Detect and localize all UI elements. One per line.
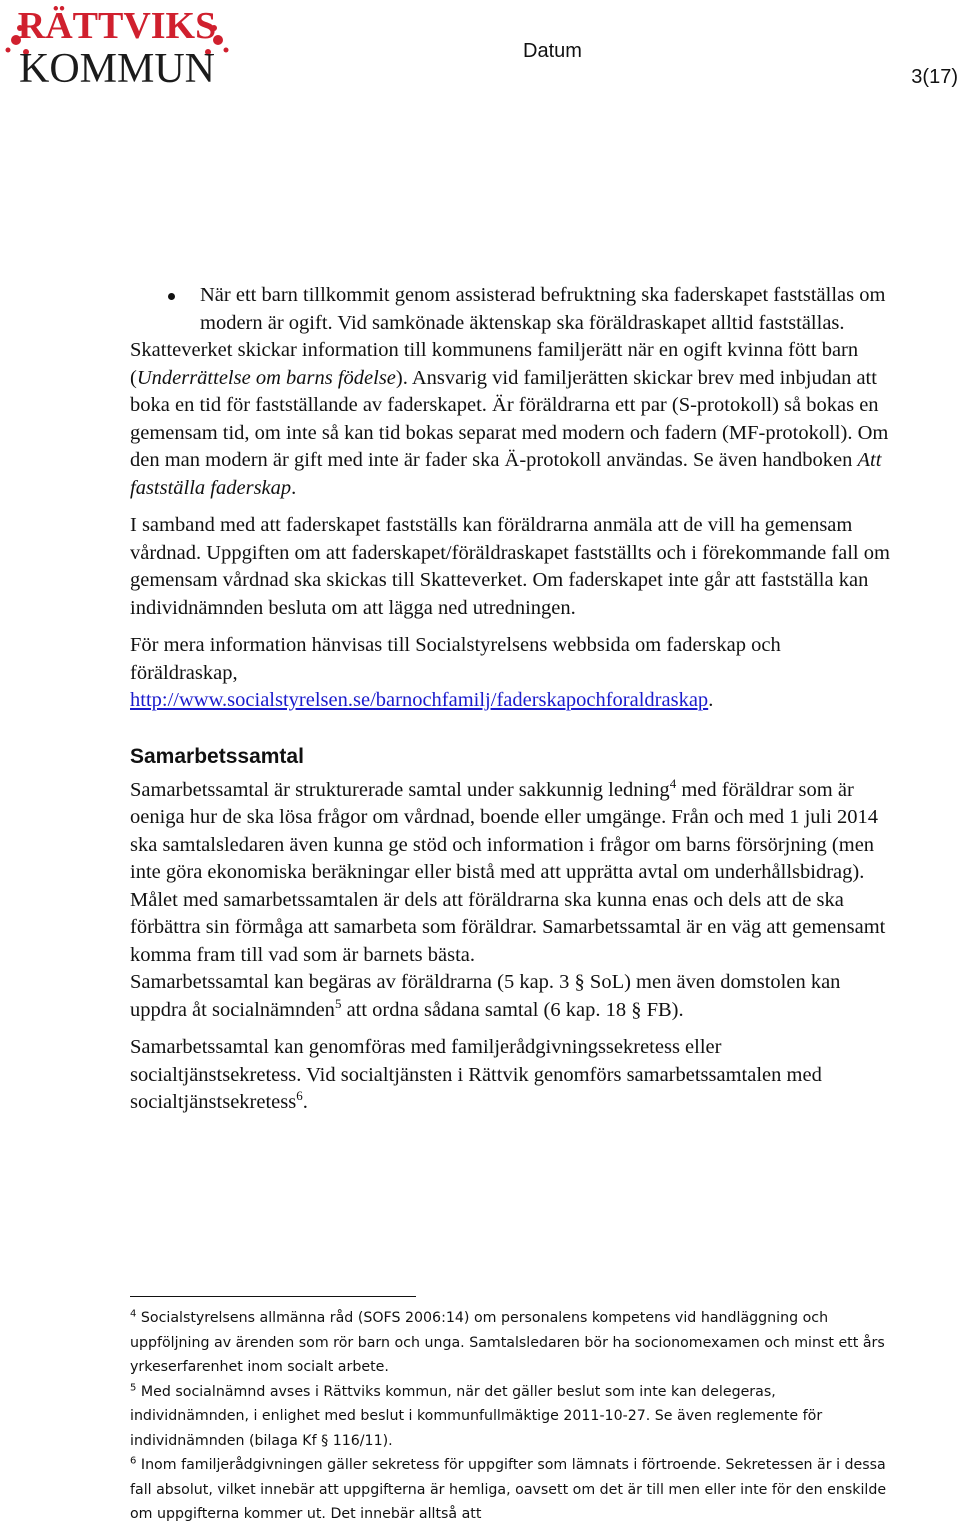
bullet-item	[130, 282, 890, 337]
footnote-4: $^4$ Socialstyrelsens allmänna råd (SOFS 2006:14) om personalens kompetens vid handläggning och uppföljning av ärenden som rör barn och unga. Samtalsledaren bör ha socionomexamen och minst ett års yrkeserfarenhet inom socialt arbete.	[130, 1308, 885, 1375]
page-number: 3(17)	[911, 66, 958, 88]
paragraph-custody: I samband med att faderskapet fastställs kan föräldrarna anmäla att de vill ha gemensam vårdnad. Uppgiften om att faderskapet/föräldraskapet fastställts och i förekommande fall om gemensam vårdnad ska skickas till Skatteverket. Om faderskapet inte går att fastställa kan individnämnden besluta om att lägga ned utredningen.	[130, 514, 890, 619]
logo-graphic	[4, 2, 230, 88]
paragraph-samarbetssamtal-2: Samarbetssamtal kan genomföras med familjerådgivningssekretess eller socialtjänstsekretess. Vid socialtjänsten i Rättvik genomförs samarbetssamtalen med socialtjänstsekretess$^6$.	[130, 1036, 822, 1113]
section-heading: Samarbetssamtal	[130, 744, 304, 768]
bullet-text: När ett barn tillkommit genom assisterad befruktning ska faderskapet fastställas om modern är ogift. Vid samkönade äktenskap ska föräldraskapet alltid fastställas.	[200, 284, 886, 334]
footnote-ref-6[interactable]: 6	[296, 1088, 303, 1104]
footnote-divider	[130, 1296, 416, 1297]
bullet-dot-icon	[168, 293, 175, 300]
logo-line1: RÄTTVIKS	[17, 5, 217, 47]
socialstyrelsen-link[interactable]: http://www.socialstyrelsen.se/barnochfamilj/faderskapochforaldraskap	[130, 689, 709, 711]
footnotes	[130, 1306, 890, 1527]
footnote-5: $^5$ Med socialnämnd avses i Rättviks kommun, när det gäller beslut som inte kan delegeras, individnämnden, i enlighet med beslut i kommunfullmäktige 2011-10-27. Se även reglemente för individnämnden (bilaga Kf § 116/11).	[130, 1381, 823, 1449]
footnote-ref-5[interactable]: 5	[334, 995, 342, 1011]
document-body	[130, 282, 890, 1127]
logo-line2: KOMMUN	[18, 46, 216, 88]
paragraph-more-info: För mera information hänvisas till Socialstyrelsens webbsida om faderskap och föräldraskap, http://www.socialstyrelsen.se/barnochfamilj/faderskapochforaldraskap.	[130, 634, 781, 711]
paragraph-paternity-process: Skatteverket skickar information till kommunens familjerätt när en ogift kvinna fött barn (Underrättelse om barns födelse). Ansvarig vid familjerätten skickar brev med inbjudan att boka en tid för fastställande av faderskapet. Är föräldrarna ett par (S-protokoll) så bokas en gemensam tid, om inte så kan tid bokas separat med modern och fadern (MF-protokoll). Om den man modern är gift med inte är fader ska Ä-protokoll användas. Se även handboken Att fastställa faderskap.	[130, 339, 889, 499]
footnote-ref-4[interactable]: 4	[669, 775, 677, 791]
paragraph-samarbetssamtal-1: Samarbetssamtal är strukturerade samtal under sakkunnig ledning$^4$ med föräldrar som är oeniga hur de ska lösa frågor om vårdnad, boende eller umgänge. Från och med 1 juli 2014 ska samtalsledaren även kunna ge stöd och information i frågor om barns försörjning (men inte göra ekonomiska beräkningar eller bistå med att upprätta avtal om underhållsbidrag). Målet med samarbetssamtalen är dels att föräldrarna ska kunna enas och dels att de ska förbättra sin förmåga att samarbeta som föräldrar. Samarbetssamtal är en väg att gemensamt komma fram till vad som är barnets bästa. Samarbetssamtal kan begäras av föräldrarna (5 kap. 3 § SoL) men även domstolen kan uppdra åt socialnämnden$^5$ att ordna sådana samtal (6 kap. 18 § FB).	[130, 775, 886, 1021]
rattviks-kommun-logo	[4, 2, 230, 88]
footnote-6: $^6$ Inom familjerådgivningen gäller sekretess för uppgifter som lämnats i förtroende. Sekretessen är i dessa fall absolut, vilket innebär att uppgifterna är hemliga, oavsett om det är till men eller inte för den enskilde om uppgifterna kommer ut. Det innebär alltså att	[130, 1455, 887, 1522]
date-label: Datum	[523, 40, 582, 62]
